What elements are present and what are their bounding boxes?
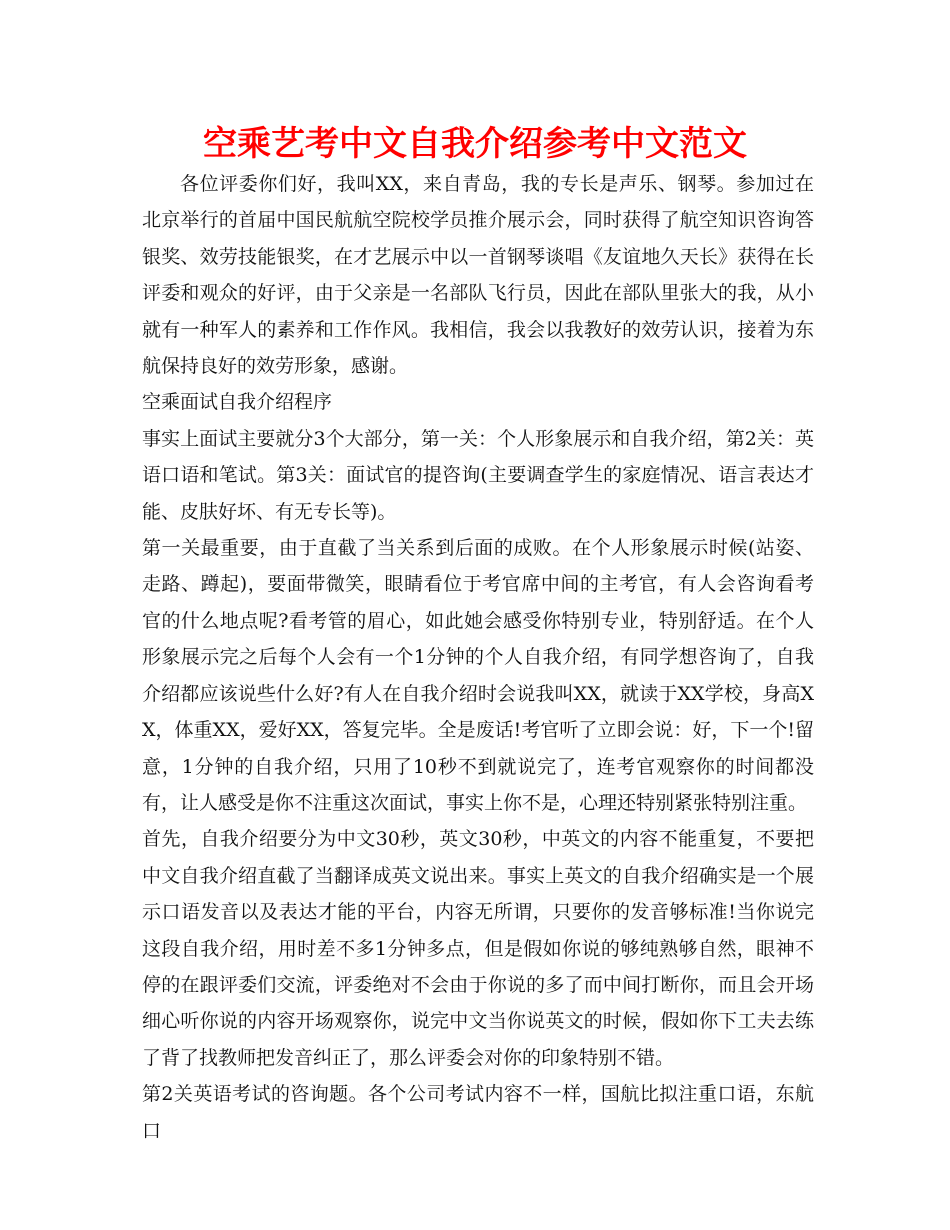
document-body [142, 166, 814, 1149]
paragraph-introduction: 各位评委你们好，我叫XX，来自青岛，我的专长是声乐、钢琴。参加过在北京举行的首届中国民航航空院校学员推介展示会，同时获得了航空知识咨询答银奖、效劳技能银奖，在才艺展示中以一首钢琴谈唱《友谊地久天长》获得在长评委和观众的好评，由于父亲是一名部队飞行员，因此在部队里张大的我，从小就有一种军人的素养和工作作风。我相信，我会以我教好的效劳认识，接着为东航保持良好的效劳形象，感谢。 [142, 173, 814, 378]
paragraph-self-introduction-tips: 首先，自我介绍要分为中文30秒，英文30秒，中英文的内容不能重复，不要把中文自我介绍直截了当翻译成英文说出来。事实上英文的自我介绍确实是一个展示口语发音以及表达才能的平台，内容无所谓，只要你的发音够标准!当你说完这段自我介绍，用时差不多1分钟多点，但是假如你说的够纯熟够自然，眼神不停的在跟评委们交流，评委绝对不会由于你说的多了而中间打断你，而且会开场细心听你说的内容开场观察你，说完中文当你说英文的时候，假如你下工夫去练了背了找教师把发音纠正了，那么评委会对你的印象特别不错。 [142, 828, 814, 1069]
section-heading: 空乘面试自我介绍程序 [142, 391, 333, 414]
paragraph-first-stage: 第一关最重要，由于直截了当关系到后面的成败。在个人形象展示时候(站姿、走路、蹲起)，要面带微笑，眼睛看位于考官席中间的主考官，有人会咨询看考官的什么地点呢?看考管的眉心，如此她会感受你特别专业，特别舒适。在个人形象展示完之后每个人会有一个1分钟的个人自我介绍，有同学想咨询了，自我介绍都应该说些什么好?有人在自我介绍时会说我叫XX，就读于XX学校，身高XX，体重XX，爱好XX，答复完毕。全是废话!考官听了立即会说：好，下一个!留意，1分钟的自我介绍，只用了10秒不到就说完了，连考官观察你的时间都没有，让人感受是你不注重这次面试，事实上你不是，心理还特别紧张特别注重。 [142, 537, 814, 814]
paragraph-english-test: 第2关英语考试的咨询题。各个公司考试内容不一样，国航比拟注重口语，东航口 [142, 1083, 814, 1142]
document-title: 空乘艺考中文自我介绍参考中文范文 [203, 124, 747, 164]
paragraph-interview-parts: 事实上面试主要就分3个大部分，第一关：个人形象展示和自我介绍，第2关：英语口语和笔试。第3关：面试官的提咨询(主要调查学生的家庭情况、语言表达才能、皮肤好坏、有无专长等)。 [142, 427, 814, 523]
